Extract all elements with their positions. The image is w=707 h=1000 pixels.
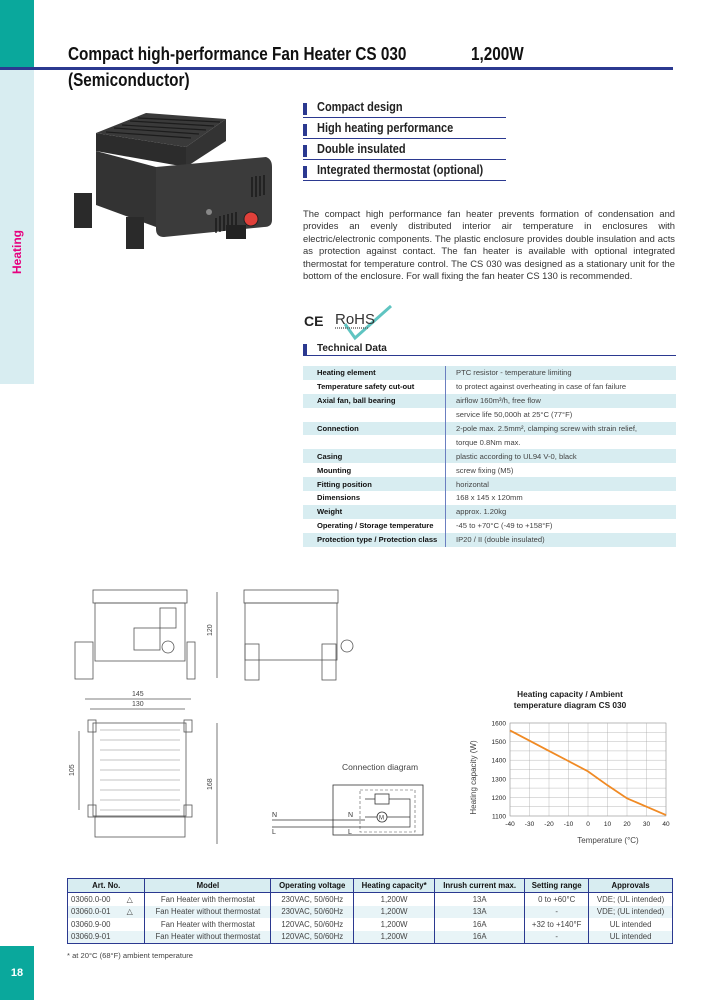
dim-width-outer-label: 145: [132, 691, 144, 698]
tech-value: to protect against overheating in case of fan failure: [456, 382, 627, 392]
cell-range: -: [525, 906, 589, 919]
tech-value: -45 to +70°C (-49 to +158°F): [456, 521, 553, 531]
column-header: Operating voltage: [271, 879, 354, 893]
x-tick-label: -40: [505, 821, 515, 828]
tech-key: Temperature safety cut-out: [303, 380, 446, 394]
x-tick-label: 40: [662, 821, 670, 828]
cell-voltage: 230VAC, 50/60Hz: [271, 893, 354, 906]
cell-voltage: 120VAC, 50/60Hz: [271, 918, 354, 931]
top-view-drawing: [79, 699, 217, 844]
cell-art: [68, 893, 145, 906]
feature-item: Double insulated: [303, 140, 506, 160]
cell-inrush: 16A: [435, 931, 525, 944]
footnote: * at 20°C (68°F) ambient temperature: [67, 951, 193, 960]
indicator-led: [206, 209, 212, 215]
tech-row: [303, 435, 676, 449]
svg-text:N: N: [272, 812, 278, 819]
product-photo: [66, 105, 276, 250]
x-tick-label: -20: [544, 821, 554, 828]
thermostat-knob: [244, 212, 258, 226]
product-description: The compact high performance fan heater prevents formation of condensation and provides an evenly distributed interior air temperature in enclosures with electric/electronic components. The plastic enclosure provides double insulation and acts as protection against contact. The fan heater is available with optional integrated thermostat for temperature control. The CS 030 was designed as a stationary unit for the bottom of the enclosure. For wall fixing the fan heater CS 130 is recommended.: [303, 208, 675, 282]
cell-capacity: 1,200W: [354, 918, 435, 931]
x-tick-label: 20: [623, 821, 631, 828]
column-header: Inrush current max.: [435, 879, 525, 893]
dim-height-label: 120: [207, 624, 214, 636]
x-tick-label: -10: [563, 821, 574, 828]
column-header: Setting range: [525, 879, 589, 893]
column-header: Heating capacity*: [354, 879, 435, 893]
tech-value: airflow 160m³/h, free flow: [446, 394, 677, 408]
cell-art: [68, 906, 145, 919]
side-view-drawing: [244, 590, 353, 680]
technical-data-table: [303, 366, 676, 547]
tech-row: [303, 366, 676, 380]
top-grille-pattern: [100, 730, 180, 810]
x-tick-label: 10: [603, 821, 612, 828]
cell-capacity: 1,200W: [354, 906, 435, 919]
tech-key: Connection: [303, 422, 446, 436]
svg-text:RoHS: RoHS: [335, 311, 376, 328]
heating-capacity-chart: [460, 715, 680, 855]
cell-model: Fan Heater with thermostat: [145, 893, 271, 906]
tech-value: horizontal: [446, 477, 677, 491]
vde-mark-icon: △: [124, 907, 133, 917]
svg-text:L: L: [272, 829, 276, 836]
tech-key: Operating / Storage temperature: [303, 519, 446, 533]
cell-inrush: 13A: [435, 906, 525, 919]
feature-item: Integrated thermostat (optional): [303, 161, 506, 181]
tech-row: [303, 519, 676, 533]
connection-diagram-label: Connection diagram: [342, 762, 419, 772]
cell-approvals: UL intended: [589, 918, 673, 931]
feature-item: High heating performance: [303, 119, 506, 139]
cell-range: +32 to +140°F: [525, 918, 589, 931]
column-header: Model: [145, 879, 271, 893]
tech-key: Dimensions: [303, 491, 446, 505]
heater-side: [96, 151, 156, 227]
tech-value: approx. 1.20kg: [446, 505, 677, 519]
y-tick-label: 1600: [491, 720, 506, 728]
cell-range: -: [525, 931, 589, 944]
heating-element-icon: [375, 794, 389, 804]
cell-art: [68, 931, 145, 944]
y-tick-label: 1300: [491, 776, 506, 784]
x-axis-label: Temperature (°C): [577, 836, 639, 845]
column-header: Art. No.: [68, 879, 145, 893]
tech-row: [303, 394, 676, 408]
feature-item: Compact design: [303, 98, 506, 118]
column-header: Approvals: [589, 879, 673, 893]
tech-row: [303, 491, 676, 505]
connection-diagram: [270, 780, 430, 840]
art-number: 03060.9-01: [71, 932, 111, 942]
tech-value: service life 50,000h at 25°C (77°F): [456, 410, 573, 420]
dim-width-inner-label: 130: [132, 701, 144, 708]
title-wattage: 1,200W: [471, 44, 524, 64]
tech-row: [303, 505, 676, 519]
technical-data-heading: Technical Data: [303, 342, 676, 356]
y-tick-label: 1400: [491, 757, 506, 765]
svg-text:M: M: [379, 815, 384, 822]
tech-row: [303, 477, 676, 491]
cell-approvals: UL intended: [589, 931, 673, 944]
y-tick-label: 1200: [491, 794, 506, 802]
svg-text:L: L: [348, 829, 352, 836]
y-axis-label: Heating capacity (W): [469, 740, 478, 815]
cell-inrush: 16A: [435, 918, 525, 931]
tech-row: [303, 463, 676, 477]
tech-value: 168 x 145 x 120mm: [456, 493, 523, 503]
page-number: 18: [0, 946, 34, 1000]
cell-model: Fan Heater without thermostat: [145, 906, 271, 919]
page-subtitle: (Semiconductor): [68, 70, 190, 90]
x-tick-label: 0: [586, 821, 590, 828]
cell-art: [68, 918, 145, 931]
tech-value: plastic according to UL94 V-0, black: [446, 449, 677, 463]
tech-key: Casing: [303, 449, 446, 463]
cell-model: Fan Heater with thermostat: [145, 918, 271, 931]
x-tick-label: -30: [524, 821, 535, 828]
tech-value: IP20 / II (double insulated): [446, 533, 677, 547]
chart-title: Heating capacity / Ambient temperature diagram CS 030: [513, 689, 627, 710]
product-row: [68, 918, 673, 931]
section-label: Heating: [10, 230, 24, 275]
heater-foot-left: [74, 193, 92, 228]
art-number: 03060.0-00: [71, 894, 111, 904]
y-tick-label: 1100: [492, 813, 506, 821]
dim-depth-label: 168: [207, 778, 214, 790]
tech-value: PTC resistor - temperature limiting: [446, 366, 677, 380]
art-number: 03060.9-00: [71, 919, 111, 929]
art-number: 03060.0-01: [71, 907, 111, 917]
product-table: [67, 878, 673, 944]
vde-mark-icon: △: [124, 894, 133, 904]
tech-row: [303, 449, 676, 463]
tech-row: [303, 380, 676, 394]
product-row: [68, 906, 673, 919]
dim-hole-spacing-label: 105: [69, 764, 76, 776]
cell-voltage: 120VAC, 50/60Hz: [271, 931, 354, 944]
teal-corner-tab: [0, 0, 34, 67]
tech-value: 2-pole max. 2.5mm², clamping screw with strain relief,: [446, 422, 677, 436]
ce-mark-icon: CE: [304, 313, 324, 329]
tech-key: Axial fan, ball bearing: [303, 394, 446, 408]
tech-key: Fitting position: [303, 477, 446, 491]
cell-inrush: 13A: [435, 893, 525, 906]
tech-value: torque 0.8Nm max.: [456, 437, 521, 447]
tech-row: [303, 533, 676, 547]
cell-capacity: 1,200W: [354, 893, 435, 906]
tech-key: Heating element: [303, 366, 446, 380]
product-row: [68, 893, 673, 906]
feature-list: [303, 98, 506, 182]
cell-approvals: VDE; (UL intended): [589, 906, 673, 919]
cell-range: 0 to +60°C: [525, 893, 589, 906]
cell-model: Fan Heater without thermostat: [145, 931, 271, 944]
tech-key: Protection type / Protection class: [303, 533, 446, 547]
tech-value: screw fixing (M5): [456, 465, 514, 475]
heater-foot-right: [126, 217, 144, 249]
tech-key: Mounting: [303, 463, 446, 477]
tech-key: [303, 435, 446, 449]
product-row: [68, 931, 673, 944]
svg-text:N: N: [348, 812, 354, 819]
cell-capacity: 1,200W: [354, 931, 435, 944]
rohs-logo-icon: [333, 302, 393, 342]
front-view-drawing: [75, 590, 217, 679]
tech-key: [303, 408, 446, 422]
x-tick-label: 30: [642, 821, 651, 828]
cell-approvals: VDE; (UL intended): [589, 893, 673, 906]
tech-row: [303, 422, 676, 436]
tech-row: [303, 408, 676, 422]
product-table-header: [68, 879, 673, 893]
page-title: Compact high-performance Fan Heater CS 030: [68, 44, 407, 64]
cell-voltage: 230VAC, 50/60Hz: [271, 906, 354, 919]
y-tick-label: 1500: [491, 739, 506, 747]
tech-key: Weight: [303, 505, 446, 519]
